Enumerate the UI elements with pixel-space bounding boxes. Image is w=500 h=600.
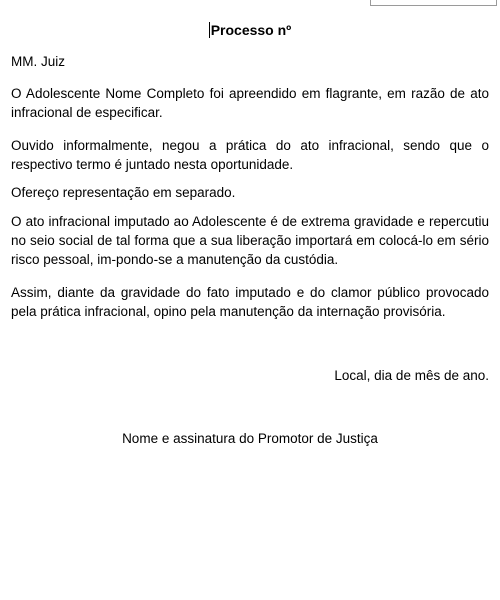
salutation: MM. Juiz	[11, 54, 65, 69]
document-title	[0, 20, 500, 40]
paragraph-opinion: Assim, diante da gravidade do fato imputado e do clamor público provocado pela prática infracional, opino pela manutenção da internação provisória.	[11, 285, 489, 319]
top-right-field-box[interactable]	[370, 0, 497, 6]
paragraph-gravity: O ato infracional imputado ao Adolescente é de extrema gravidade e repercutiu no seio social de tal forma que a sua liberação importará em colocá-lo em sério risco pessoal, im-pondo-se a manutenção da custódia.	[11, 214, 489, 267]
signature-line: Nome e assinatura do Promotor de Justiça	[122, 431, 378, 446]
document-title-text: Processo nº	[210, 22, 292, 38]
date-line: Local, dia de mês de ano.	[334, 368, 489, 383]
paragraph-apprehension: O Adolescente Nome Completo foi apreendido em flagrante, em razão de ato infracional de especificar.	[11, 86, 489, 120]
text-cursor	[209, 22, 210, 38]
paragraph-representation: Ofereço representação em separado.	[11, 185, 236, 200]
paragraph-informal-hearing: Ouvido informalmente, negou a prática do ato infracional, sendo que o respectivo termo é juntado nesta oportunidade.	[11, 138, 489, 172]
